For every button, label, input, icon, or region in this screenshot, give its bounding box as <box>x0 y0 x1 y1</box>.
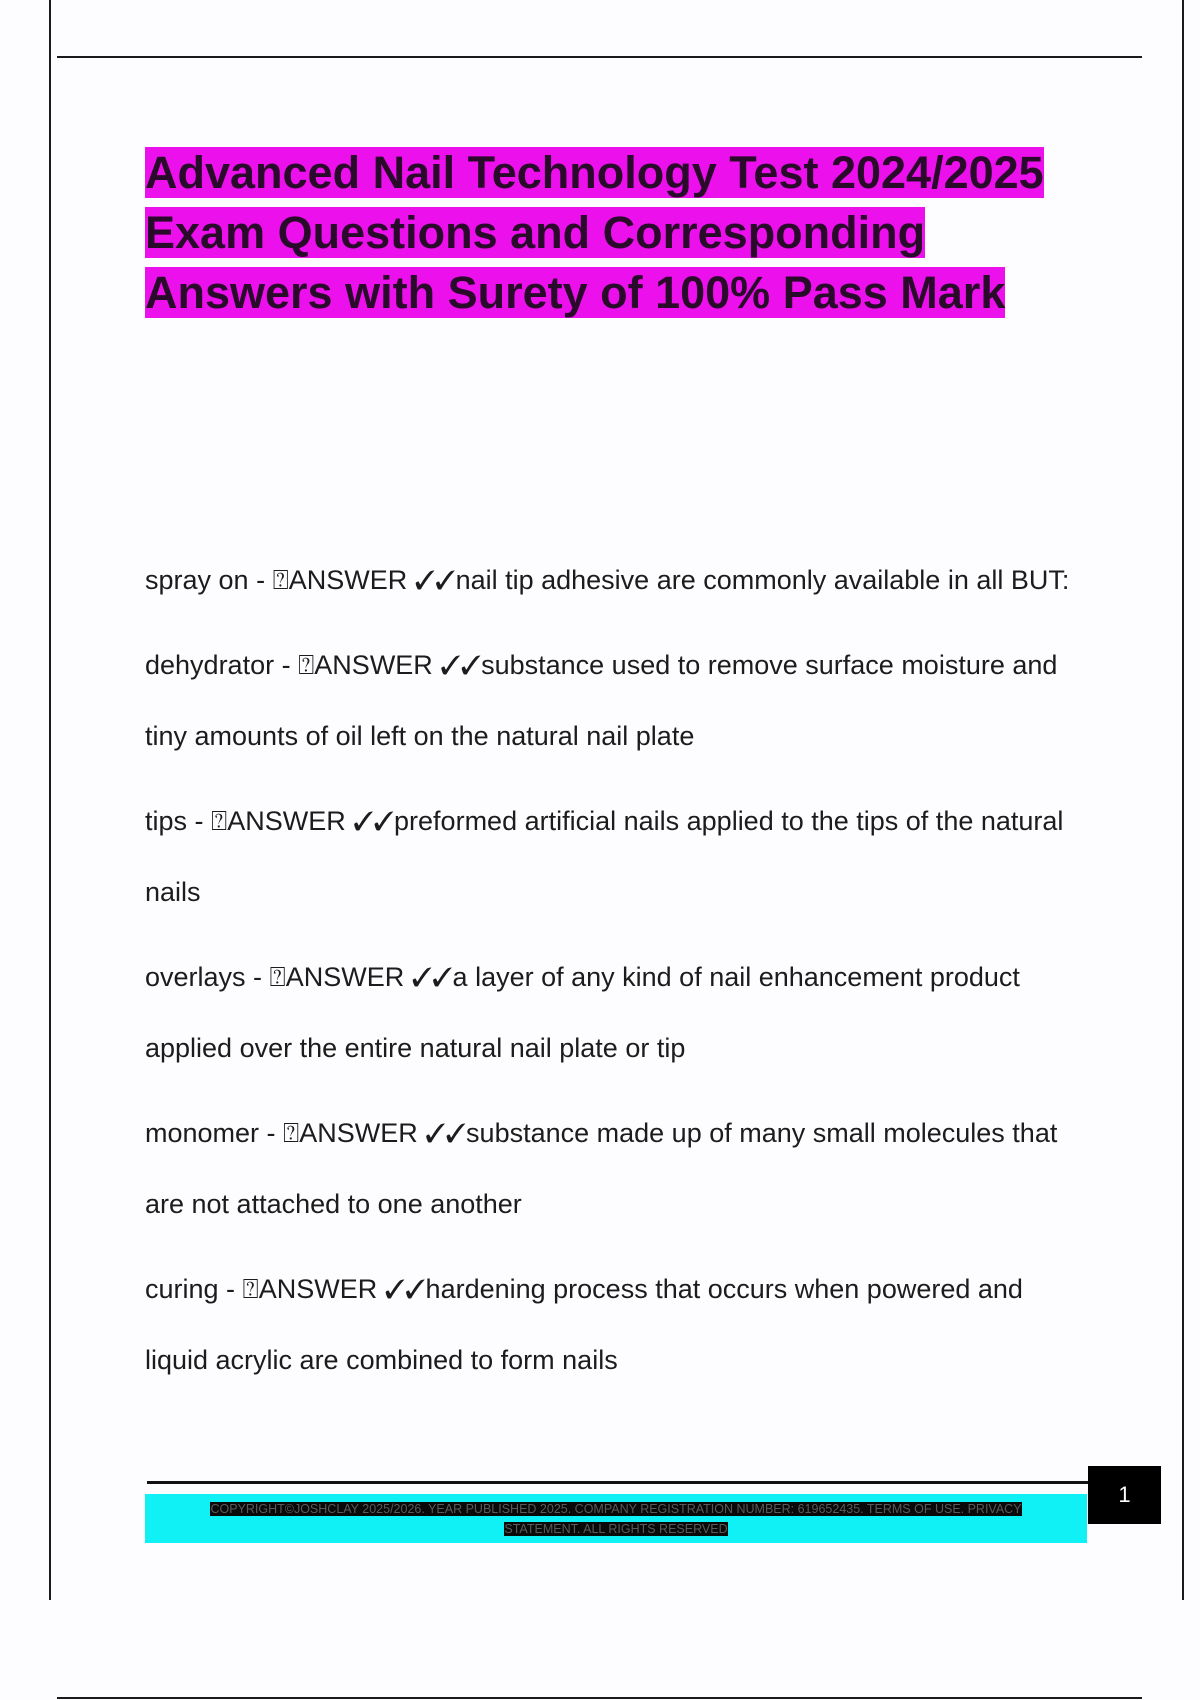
qa-item <box>145 545 1085 616</box>
qa-separator: - <box>245 962 270 992</box>
qa-definition: substance used to remove surface moisture and tiny amounts of oil left on the natural nail plate <box>145 650 1058 751</box>
header-rule <box>57 56 1142 58</box>
qa-item <box>145 942 1085 1084</box>
qa-item <box>145 786 1085 928</box>
page-border-left <box>49 0 51 1600</box>
qa-list <box>145 545 1085 1410</box>
checkmark-icon: ✓✓ <box>384 1274 426 1304</box>
qa-item <box>145 1254 1085 1396</box>
checkmark-icon: ✓✓ <box>440 650 482 680</box>
qa-separator: - <box>218 1274 243 1304</box>
checkmark-icon: ✓✓ <box>414 565 456 595</box>
page-number: 1 <box>1088 1466 1161 1524</box>
answer-marker-icon: ⍰ <box>242 1274 259 1304</box>
qa-definition: a layer of any kind of nail enhancement product applied over the entire natural nail plate or tip <box>145 962 1020 1063</box>
qa-term: spray on <box>145 565 249 595</box>
answer-label: ANSWER <box>299 1118 426 1148</box>
qa-term: overlays <box>145 962 246 992</box>
document-title <box>145 143 1075 323</box>
qa-term: dehydrator <box>145 650 275 680</box>
qa-definition: preformed artificial nails applied to the tips of the natural nails <box>145 806 1064 907</box>
qa-separator: - <box>187 806 212 836</box>
answer-label: ANSWER <box>285 962 412 992</box>
next-page-rule <box>57 1697 1142 1699</box>
qa-definition: nail tip adhesive are commonly available in all BUT: <box>455 565 1070 595</box>
footer-rule <box>147 1481 1089 1484</box>
answer-marker-icon: ⍰ <box>272 565 289 595</box>
qa-item <box>145 1098 1085 1240</box>
answer-marker-icon: ⍰ <box>211 806 228 836</box>
checkmark-icon: ✓✓ <box>425 1118 467 1148</box>
qa-term: tips <box>145 806 188 836</box>
checkmark-icon: ✓✓ <box>411 962 453 992</box>
qa-term: curing <box>145 1274 219 1304</box>
answer-marker-icon: ⍰ <box>283 1118 300 1148</box>
qa-item <box>145 630 1085 772</box>
qa-separator: - <box>259 1118 284 1148</box>
footer-copyright <box>176 1499 1056 1539</box>
document-title-text: Advanced Nail Technology Test 2024/2025 Exam Questions and Corresponding Answers with Surety of 100% Pass Mark <box>145 147 1044 318</box>
qa-definition: hardening process that occurs when powered and liquid acrylic are combined to form nails <box>145 1274 1023 1375</box>
page-border-right <box>1182 0 1184 1600</box>
qa-definition: substance made up of many small molecules that are not attached to one another <box>145 1118 1058 1219</box>
answer-label: ANSWER <box>314 650 441 680</box>
qa-term: monomer <box>145 1118 260 1148</box>
answer-label: ANSWER <box>258 1274 385 1304</box>
answer-label: ANSWER <box>288 565 415 595</box>
footer-copyright-text: COPYRIGHT©JOSHCLAY 2025/2026. YEAR PUBLISHED 2025. COMPANY REGISTRATION NUMBER: 619652435. TERMS OF USE. PRIVACY STATEMENT. ALL RIGHTS RESERVED <box>210 1501 1022 1536</box>
answer-label: ANSWER <box>227 806 354 836</box>
answer-marker-icon: ⍰ <box>298 650 315 680</box>
qa-separator: - <box>248 565 273 595</box>
answer-marker-icon: ⍰ <box>269 962 286 992</box>
qa-separator: - <box>274 650 299 680</box>
checkmark-icon: ✓✓ <box>353 806 395 836</box>
footer-bar <box>145 1494 1087 1543</box>
